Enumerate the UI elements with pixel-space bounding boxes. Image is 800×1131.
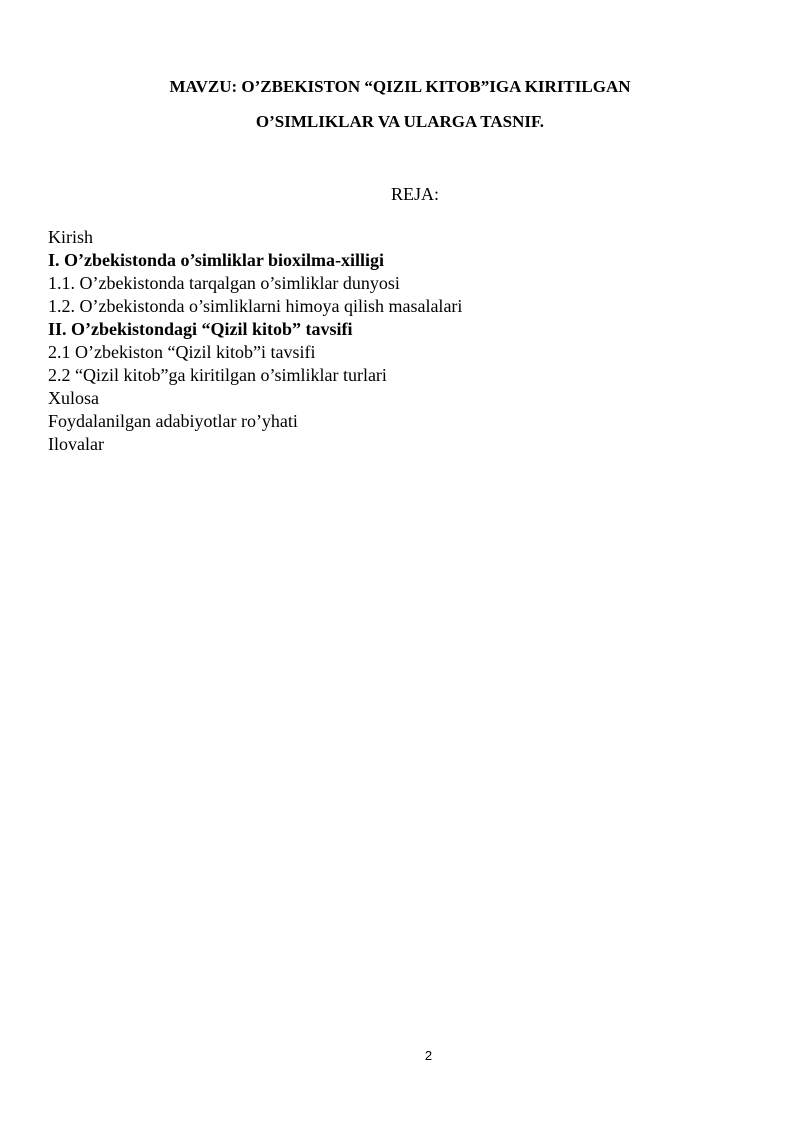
plan-item-section-2-2: 2.2 “Qizil kitob”ga kiritilgan o’simliklar turlari: [48, 365, 387, 385]
plan-heading: REJA:: [390, 184, 439, 204]
plan-item-section-2-1: 2.1 O’zbekiston “Qizil kitob”i tavsifi: [48, 342, 316, 362]
plan-list: [48, 226, 462, 456]
plan-item-introduction: Kirish: [48, 227, 93, 247]
plan-item-section-1-2: 1.2. O’zbekistonda o’simliklarni himoya qilish masalalari: [48, 296, 463, 316]
document-title-line-2: O’SIMLIKLAR VA ULARGA TASNIF.: [255, 112, 545, 131]
plan-item-appendices: Ilovalar: [48, 434, 104, 454]
page-number: 2: [424, 1048, 433, 1063]
plan-item-conclusion: Xulosa: [48, 388, 99, 408]
plan-item-chapter-2: II. O’zbekistondagi “Qizil kitob” tavsifi: [48, 319, 353, 339]
document-title-line-1: MAVZU: O’ZBEKISTON “QIZIL KITOB”IGA KIRITILGAN: [169, 77, 631, 96]
plan-item-chapter-1: I. O’zbekistonda o’simliklar bioxilma-xilligi: [48, 250, 385, 270]
plan-item-section-1-1: 1.1. O’zbekistonda tarqalgan o’simliklar dunyosi: [48, 273, 400, 293]
plan-item-references: Foydalanilgan adabiyotlar ro’yhati: [48, 411, 298, 431]
